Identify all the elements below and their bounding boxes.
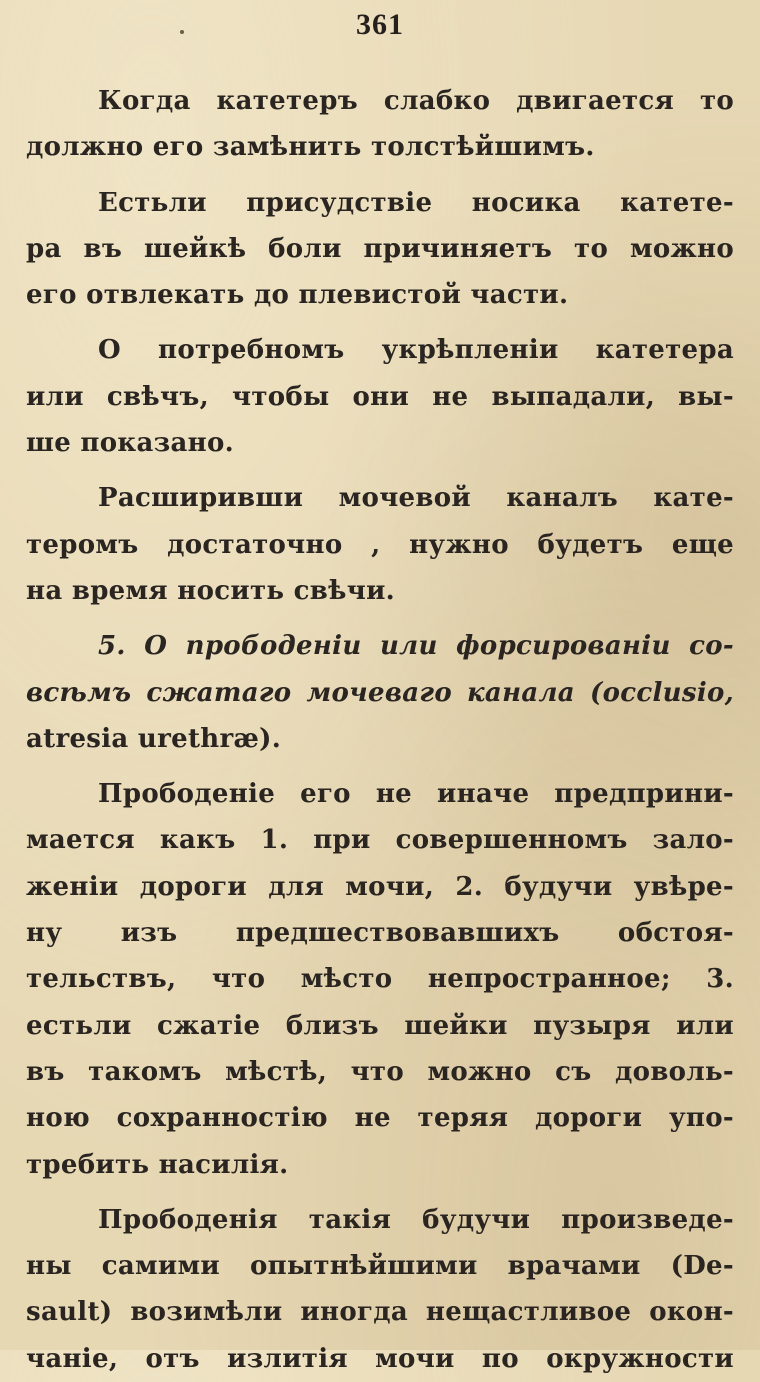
text-line: чаніе, отъ излитія мочи по окружности: [26, 1343, 734, 1374]
page-number: 361: [356, 8, 404, 41]
text-line: требить насилія.: [26, 1149, 289, 1180]
text-line: О потребномъ укрѣпленіи катетера: [98, 335, 734, 366]
text-line: ра въ шейкѣ боли причиняетъ то можно: [26, 233, 734, 264]
text-line: или свѣчъ, чтобы они не выпадали, вы-: [26, 381, 734, 412]
text-line: sault) возимѣли иногда нещастливое окон-: [26, 1297, 734, 1328]
paragraph: [26, 475, 734, 614]
paragraph: [26, 180, 734, 319]
text-line: Когда катетеръ слабко двигается то: [98, 86, 734, 116]
paragraph: [26, 78, 734, 171]
section-heading: [26, 623, 734, 762]
paragraph: [26, 771, 734, 1188]
text-line: его отвлекать до плевистой части.: [26, 280, 569, 311]
paragraph: [26, 327, 734, 466]
text-line: Прободеніе его не иначе предприни-: [98, 779, 734, 810]
text-line: женіи дороги для мочи, 2. будучи увѣре-: [26, 871, 734, 902]
text-line: естьли сжатіе близъ шейки пузыря или: [26, 1010, 734, 1041]
text-line: atresia urethræ).: [26, 723, 282, 754]
paragraph: [26, 1197, 734, 1382]
text-line: ше показано.: [26, 428, 234, 459]
text-line: Естьли присудствіе носика катете-: [98, 187, 734, 218]
text-line: тельствъ, что мѣсто непространное; 3.: [26, 964, 734, 995]
text-line: ны самими опытнѣйшими врачами (De-: [26, 1251, 734, 1282]
text-line: Расширивши мочевой каналъ кате-: [98, 483, 734, 514]
text-line: мается какъ 1. при совершенномъ зало-: [26, 825, 734, 856]
text-line: ну изъ предшествовавшихъ обстоя-: [26, 918, 734, 949]
text-line: въ такомъ мѣстѣ, что можно съ доволь-: [26, 1056, 734, 1087]
text-line: на время носить свѣчи.: [26, 575, 396, 606]
text-line: 5. О прободеніи или форсированіи со-: [98, 631, 734, 662]
text-line: Прободенія такія будучи произведе-: [98, 1204, 734, 1235]
text-line: теромъ достаточно , нужно будетъ еще: [26, 529, 734, 560]
text-line: должно его замѣнить толстѣйшимъ.: [26, 132, 595, 163]
body-text: [26, 78, 734, 1382]
text-line: всѣмъ сжатаго мочеваго канала (occlusio,: [26, 677, 734, 708]
text-line: ною сохранностію не теряя дороги упо-: [26, 1103, 734, 1134]
